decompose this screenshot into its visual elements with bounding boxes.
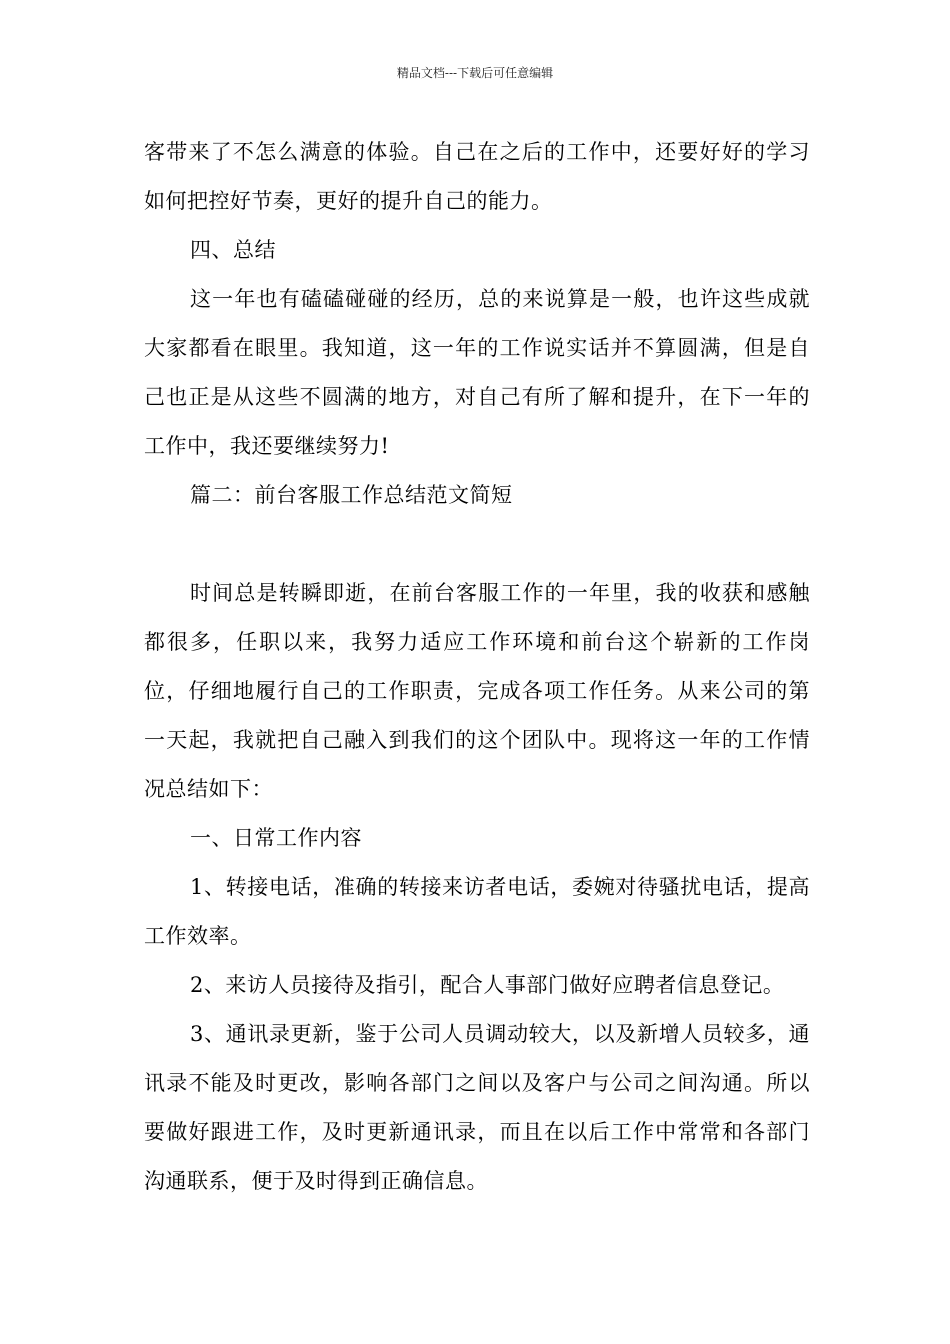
list-item-phone: 1、转接电话，准确的转接来访者电话，委婉对待骚扰电话，提高工作效率。	[144, 875, 810, 948]
document-body	[144, 128, 810, 1206]
section-heading-summary: 四、总结	[190, 238, 276, 262]
page-header: 精品文档---下载后可任意编辑	[396, 66, 554, 80]
paragraph-summary: 这一年也有磕磕碰碰的经历，总的来说算是一般，也许这些成就大家都看在眼里。我知道，这一年的工作说实话并不算圆满，但是自己也正是从这些不圆满的地方，对自己有所了解和提升，在下一年的工作中，我还要继续努力!	[144, 287, 810, 458]
list-item-visitors: 2、来访人员接待及指引，配合人事部门做好应聘者信息登记。	[190, 973, 785, 997]
section-heading-daily-work: 一、日常工作内容	[190, 826, 362, 850]
paragraph-intro: 时间总是转瞬即逝，在前台客服工作的一年里，我的收获和感触都很多，任职以来，我努力适应工作环境和前台这个崭新的工作岗位，仔细地履行自己的工作职责，完成各项工作任务。从来公司的第一天起，我就把自己融入到我们的这个团队中。现将这一年的工作情况总结如下：	[144, 581, 810, 801]
article-title-part-two: 篇二：前台客服工作总结范文简短	[190, 483, 513, 507]
blank-line	[144, 520, 810, 569]
list-item-directory: 3、通讯录更新，鉴于公司人员调动较大，以及新增人员较多，通讯录不能及时更改，影响各部门之间以及客户与公司之间沟通。所以要做好跟进工作，及时更新通讯录，而且在以后工作中常常和各部门沟通联系，便于及时得到正确信息。	[144, 1022, 810, 1193]
paragraph-continuation: 客带来了不怎么满意的体验。自己在之后的工作中，还要好好的学习如何把控好节奏，更好的提升自己的能力。	[144, 140, 810, 213]
